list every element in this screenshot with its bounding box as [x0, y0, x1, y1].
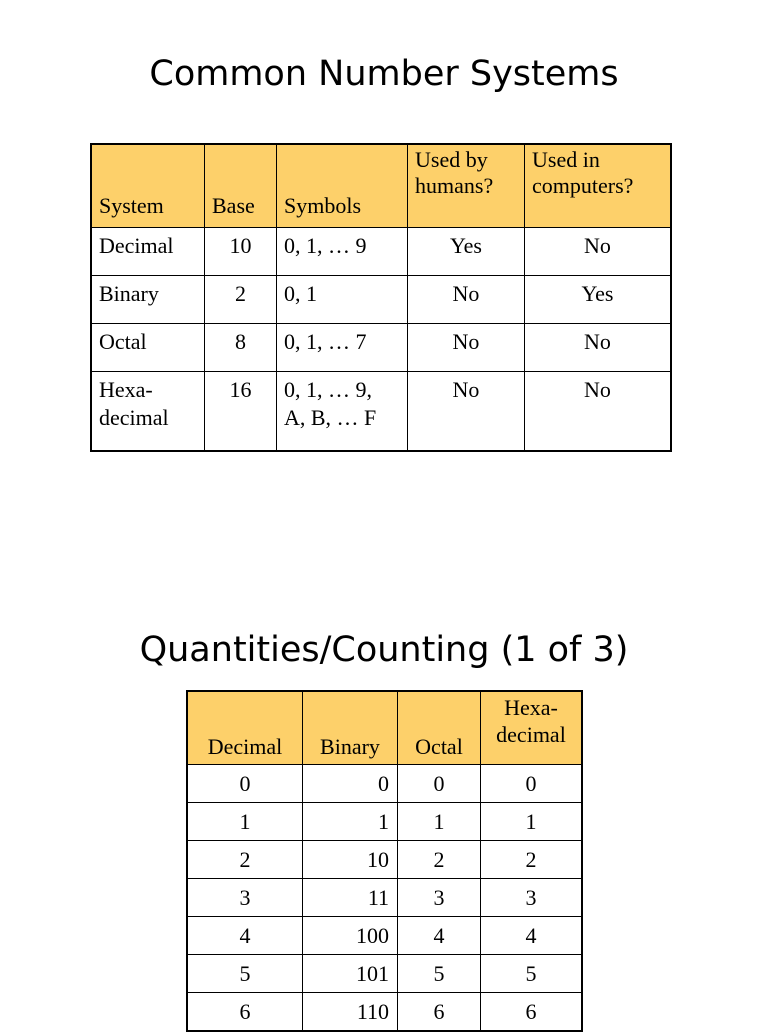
- cell-binary: 101: [303, 955, 398, 993]
- table-header-row: [187, 691, 582, 765]
- cell-hexadecimal: 1: [481, 803, 583, 841]
- cell-line: A, B, … F: [284, 405, 377, 430]
- cell-octal: 5: [398, 955, 481, 993]
- header-used-by-humans: [408, 144, 525, 228]
- cell-base: 16: [205, 372, 277, 452]
- header-hexadecimal: [481, 691, 583, 765]
- header-base: Base: [205, 144, 277, 228]
- cell-humans: Yes: [408, 228, 525, 276]
- cell-binary: 110: [303, 993, 398, 1032]
- header-line: humans?: [415, 173, 494, 198]
- cell-base: 10: [205, 228, 277, 276]
- cell-octal: 1: [398, 803, 481, 841]
- cell-decimal: 3: [187, 879, 303, 917]
- table-row: [187, 803, 582, 841]
- cell-octal: 4: [398, 917, 481, 955]
- header-line: Used by: [415, 147, 488, 172]
- header-decimal: Decimal: [187, 691, 303, 765]
- cell-base: 8: [205, 324, 277, 372]
- table-header-row: [91, 144, 671, 228]
- header-binary: Binary: [303, 691, 398, 765]
- header-line: decimal: [496, 722, 566, 747]
- table-row: [187, 917, 582, 955]
- table-row: [91, 276, 671, 324]
- cell-octal: 0: [398, 765, 481, 803]
- table-row: [187, 879, 582, 917]
- cell-decimal: 0: [187, 765, 303, 803]
- cell-binary: 0: [303, 765, 398, 803]
- cell-hexadecimal: 3: [481, 879, 583, 917]
- cell-symbols: [277, 372, 408, 452]
- header-line: Used in: [532, 147, 600, 172]
- header-system: System: [91, 144, 205, 228]
- cell-binary: 100: [303, 917, 398, 955]
- slide-title: Quantities/Counting (1 of 3): [139, 630, 629, 670]
- cell-hexadecimal: 4: [481, 917, 583, 955]
- cell-hexadecimal: 0: [481, 765, 583, 803]
- cell-binary: 11: [303, 879, 398, 917]
- counting-table: [186, 690, 583, 1032]
- cell-symbols: 0, 1: [277, 276, 408, 324]
- header-line: Hexa-: [504, 695, 558, 720]
- number-systems-table: [90, 143, 672, 452]
- cell-octal: 6: [398, 993, 481, 1032]
- cell-decimal: 5: [187, 955, 303, 993]
- cell-decimal: 6: [187, 993, 303, 1032]
- table-row: [91, 324, 671, 372]
- cell-humans: No: [408, 324, 525, 372]
- table-row: [187, 765, 582, 803]
- cell-line: Hexa-: [99, 377, 153, 402]
- table-row: [187, 955, 582, 993]
- header-octal: Octal: [398, 691, 481, 765]
- cell-system: Binary: [91, 276, 205, 324]
- cell-computers: No: [525, 372, 672, 452]
- cell-computers: No: [525, 228, 672, 276]
- header-symbols: Symbols: [277, 144, 408, 228]
- cell-hexadecimal: 5: [481, 955, 583, 993]
- cell-octal: 3: [398, 879, 481, 917]
- cell-system: Octal: [91, 324, 205, 372]
- table-row: [91, 372, 671, 452]
- cell-system: [91, 372, 205, 452]
- cell-octal: 2: [398, 841, 481, 879]
- cell-computers: No: [525, 324, 672, 372]
- cell-decimal: 4: [187, 917, 303, 955]
- cell-binary: 10: [303, 841, 398, 879]
- header-used-in-computers: [525, 144, 672, 228]
- table-row: [187, 993, 582, 1032]
- table-row: [187, 841, 582, 879]
- cell-symbols: 0, 1, … 7: [277, 324, 408, 372]
- cell-decimal: 1: [187, 803, 303, 841]
- cell-humans: No: [408, 276, 525, 324]
- cell-humans: No: [408, 372, 525, 452]
- header-line: computers?: [532, 173, 634, 198]
- cell-decimal: 2: [187, 841, 303, 879]
- cell-computers: Yes: [525, 276, 672, 324]
- cell-hexadecimal: 2: [481, 841, 583, 879]
- cell-base: 2: [205, 276, 277, 324]
- cell-hexadecimal: 6: [481, 993, 583, 1032]
- table-row: [91, 228, 671, 276]
- cell-symbols: 0, 1, … 9: [277, 228, 408, 276]
- cell-system: Decimal: [91, 228, 205, 276]
- cell-line: 0, 1, … 9,: [284, 377, 372, 402]
- slide-title: Common Number Systems: [149, 54, 619, 94]
- cell-line: decimal: [99, 405, 169, 430]
- cell-binary: 1: [303, 803, 398, 841]
